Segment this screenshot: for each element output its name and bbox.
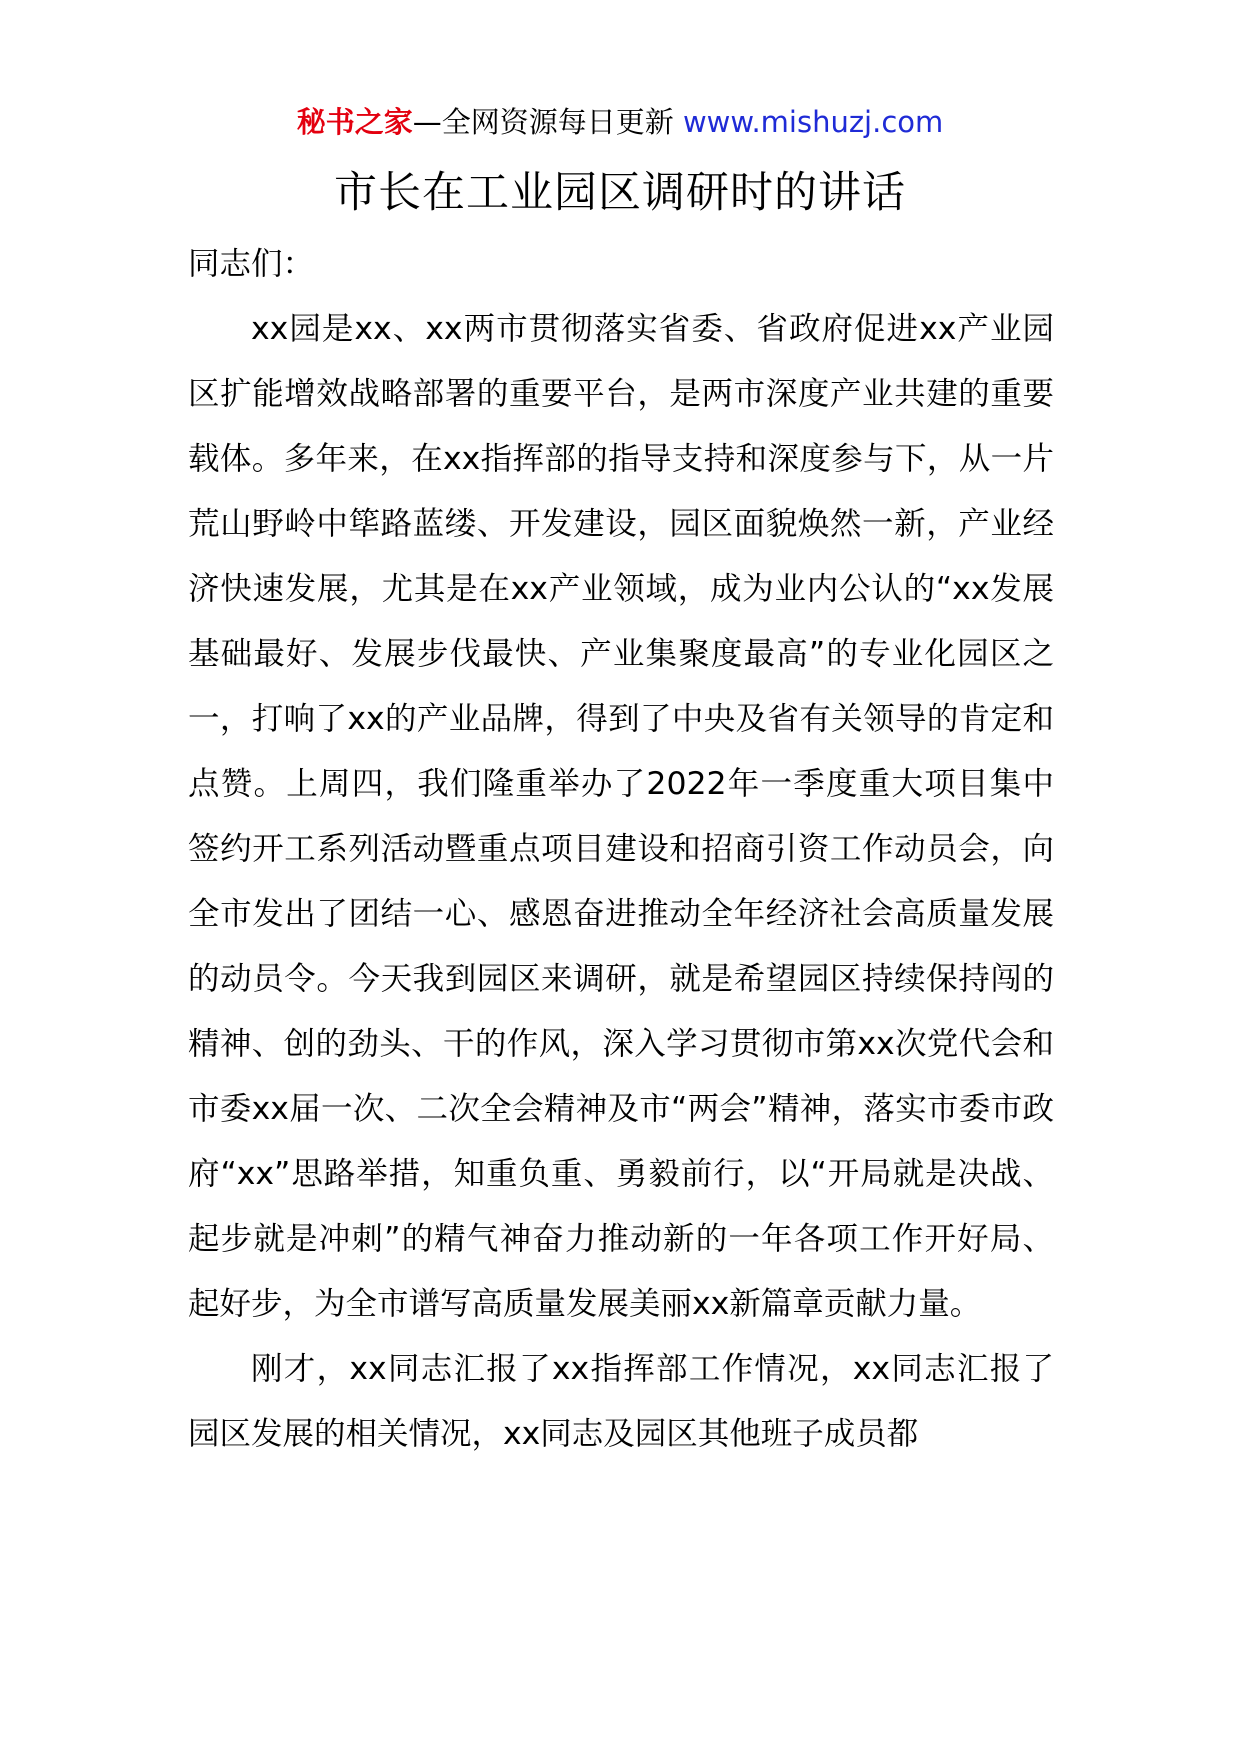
document-body (188, 232, 1054, 1467)
salutation: 同志们： (188, 246, 315, 282)
document-title: 市长在工业园区调研时的讲话 (334, 168, 906, 218)
body-paragraph: 刚才，xx同志汇报了xx指挥部工作情况，xx同志汇报了园区发展的相关情况，xx同志及园区其他班子成员都 (188, 1351, 1054, 1452)
body-paragraph: xx园是xx、xx两市贯彻落实省委、省政府促进xx产业园区扩能增效战略部署的重要平台，是两市深度产业共建的重要载体。多年来，在xx指挥部的指导支持和深度参与下，从一片荒山野岭中筚路蓝缕、开发建设，园区面貌焕然一新，产业经济快速发展，尤其是在xx产业领域，成为业内公认的“xx发展基础最好、发展步伐最快、产业集聚度最高”的专业化园区之一，打响了xx的产业品牌，得到了中央及省有关领导的肯定和点赞。上周四，我们隆重举办了2022年一季度重大项目集中签约开工系列活动暨重点项目建设和招商引资工作动员会，向全市发出了团结一心、感恩奋进推动全年经济社会高质量发展的动员令。今天我到园区来调研，就是希望园区持续保持闯的精神、创的劲头、干的作风，深入学习贯彻市第xx次党代会和市委xx届一次、二次全会精神及市“两会”精神，落实市委市政府“xx”思路举措，知重负重、勇毅前行，以“开局就是决战、起步就是冲刺”的精气神奋力推动新的一年各项工作开好局、起好步，为全市谱写高质量发展美丽xx新篇章贡献力量。 (188, 311, 1054, 1322)
brand-name: 秘书之家 (296, 105, 413, 139)
site-header (0, 100, 1240, 144)
header-slogan: —全网资源每日更新 (412, 105, 674, 139)
site-url-link[interactable]: www.mishuzj.com (682, 105, 944, 139)
